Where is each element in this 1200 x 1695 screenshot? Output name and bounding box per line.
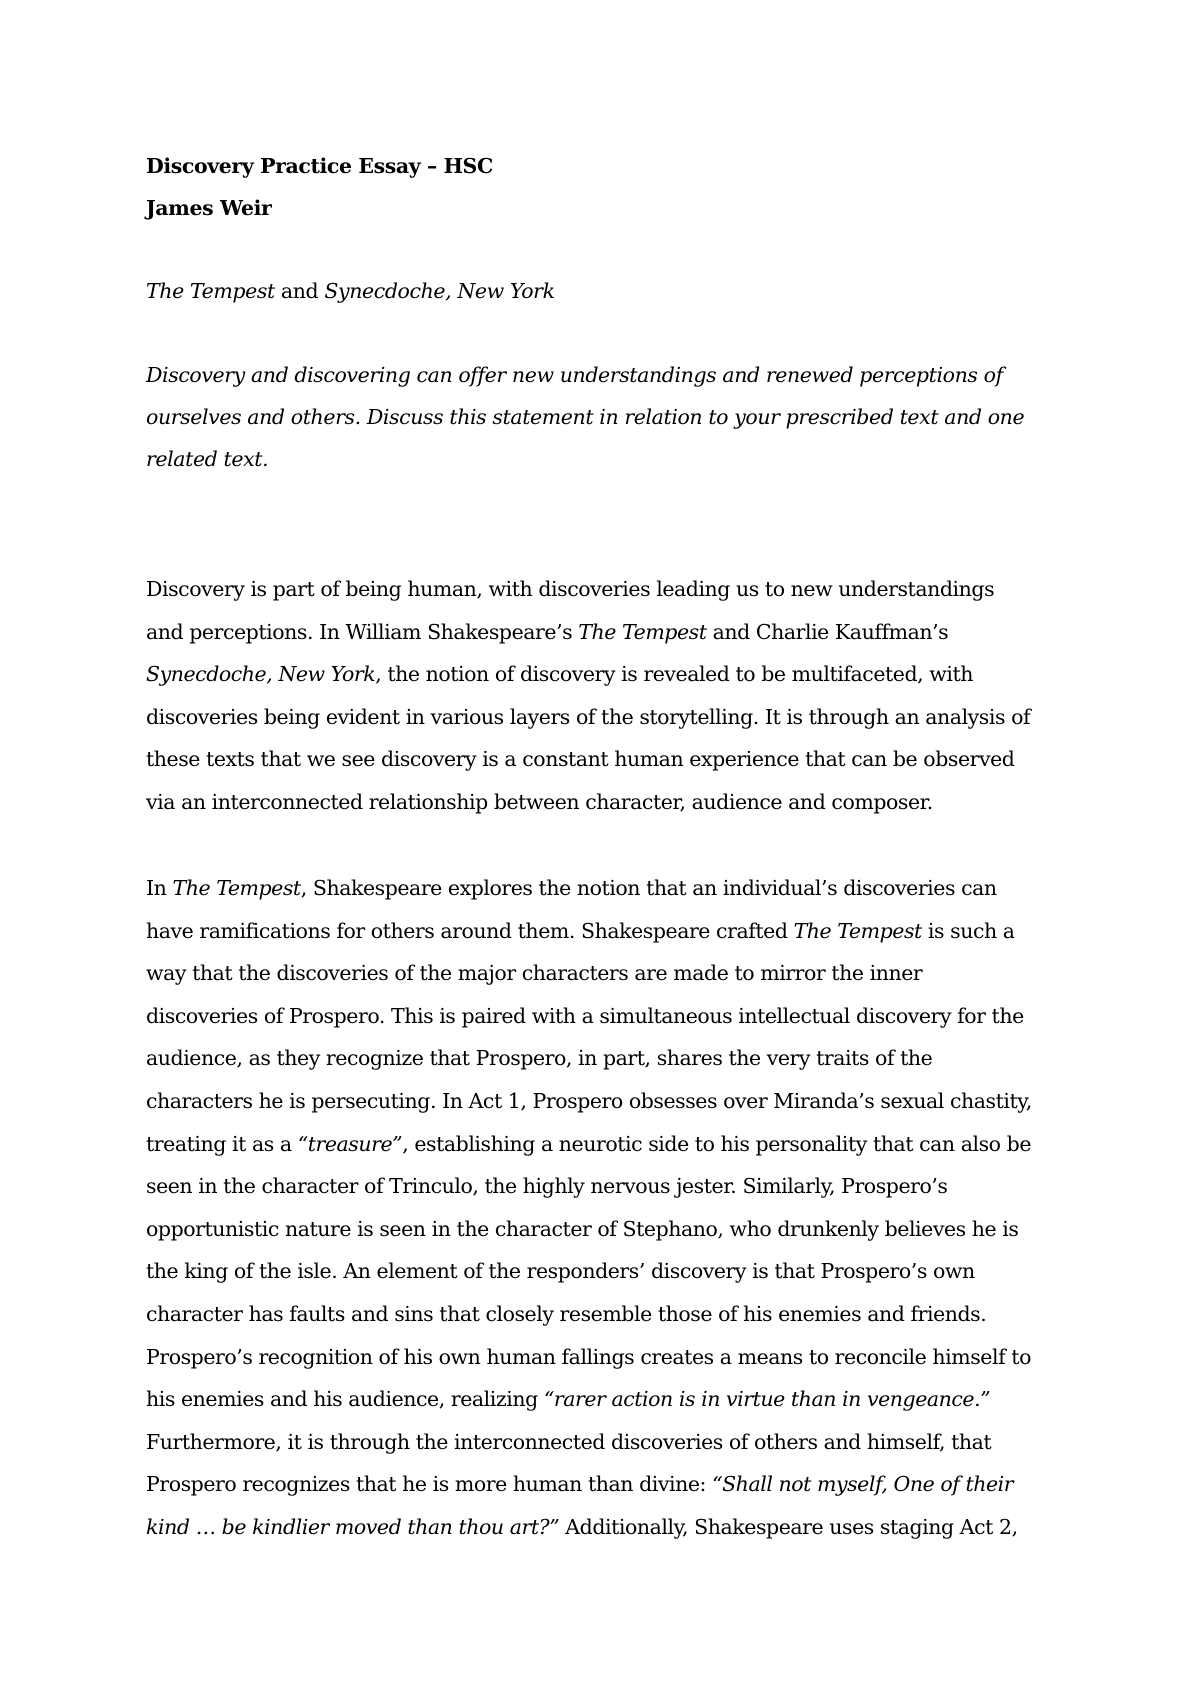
paragraph-line: audience, as they recognize that Prospero, in part, shares the very traits of the [146,1046,933,1071]
text-title-synecdoche: Synecdoche, New York [324,279,555,303]
paragraph-line: his enemies and his audience, realizing “rarer action is in virtue than in vengeance.” [146,1387,991,1412]
paragraph-line: these texts that we see discovery is a constant human experience that can be observed [146,747,1015,772]
question-line: Discovery and discovering can offer new understandings and renewed perceptions of [146,363,1003,387]
paragraph-line: discoveries being evident in various layers of the storytelling. It is through an analysis of [146,704,1031,729]
essay-title: Discovery Practice Essay – HSC [146,154,493,178]
body-paragraph [146,867,1106,1549]
introduction-paragraph [146,568,1106,824]
texts-studied [146,270,1086,312]
paragraph-line: and perceptions. In William Shakespeare’s The Tempest and Charlie Kauffman’s [146,619,949,644]
text-title-tempest: The Tempest [146,279,275,303]
paragraph-line: Prospero recognizes that he is more human than divine: “Shall not myself, One of their [146,1472,1014,1497]
paragraph-line: Synecdoche, New York, the notion of discovery is revealed to be multifaceted, with [146,662,974,687]
document-header [146,145,1086,229]
paragraph-line: treating it as a “treasure”, establishing a neurotic side to his personality that can also be [146,1131,1031,1156]
texts-conjunction: and [274,279,325,303]
question-line: related text. [146,447,269,471]
paragraph-line: seen in the character of Trinculo, the highly nervous jester. Similarly, Prospero’s [146,1174,948,1199]
paragraph-line: Discovery is part of being human, with discoveries leading us to new understandings [146,577,995,601]
paragraph-line: kind … be kindlier moved than thou art?” Additionally, Shakespeare uses staging Act 2, [146,1514,1018,1539]
paragraph-line: In The Tempest, Shakespeare explores the notion that an individual’s discoveries can [146,876,997,900]
paragraph-line: the king of the isle. An element of the responders’ discovery is that Prospero’s own [146,1259,975,1284]
paragraph-line: Prospero’s recognition of his own human fallings creates a means to reconcile himself to [146,1344,1031,1369]
paragraph-line: have ramifications for others around them. Shakespeare crafted The Tempest is such a [146,918,1015,943]
paragraph-line: way that the discoveries of the major characters are made to mirror the inner [146,961,923,986]
paragraph-line: character has faults and sins that closely resemble those of his enemies and friends. [146,1301,987,1326]
paragraph-line: discoveries of Prospero. This is paired with a simultaneous intellectual discovery for the [146,1003,1024,1028]
paragraph-line: characters he is persecuting. In Act 1, Prospero obsesses over Miranda’s sexual chastity, [146,1088,1032,1113]
question-line: ourselves and others. Discuss this statement in relation to your prescribed text and one [146,405,1025,429]
paragraph-line: via an interconnected relationship between character, audience and composer. [146,789,933,814]
paragraph-line: Furthermore, it is through the interconnected discoveries of others and himself, that [146,1429,992,1454]
author-name: James Weir [146,196,272,220]
essay-question [146,354,1086,480]
paragraph-line: opportunistic nature is seen in the character of Stephano, who drunkenly believes he is [146,1216,1019,1241]
